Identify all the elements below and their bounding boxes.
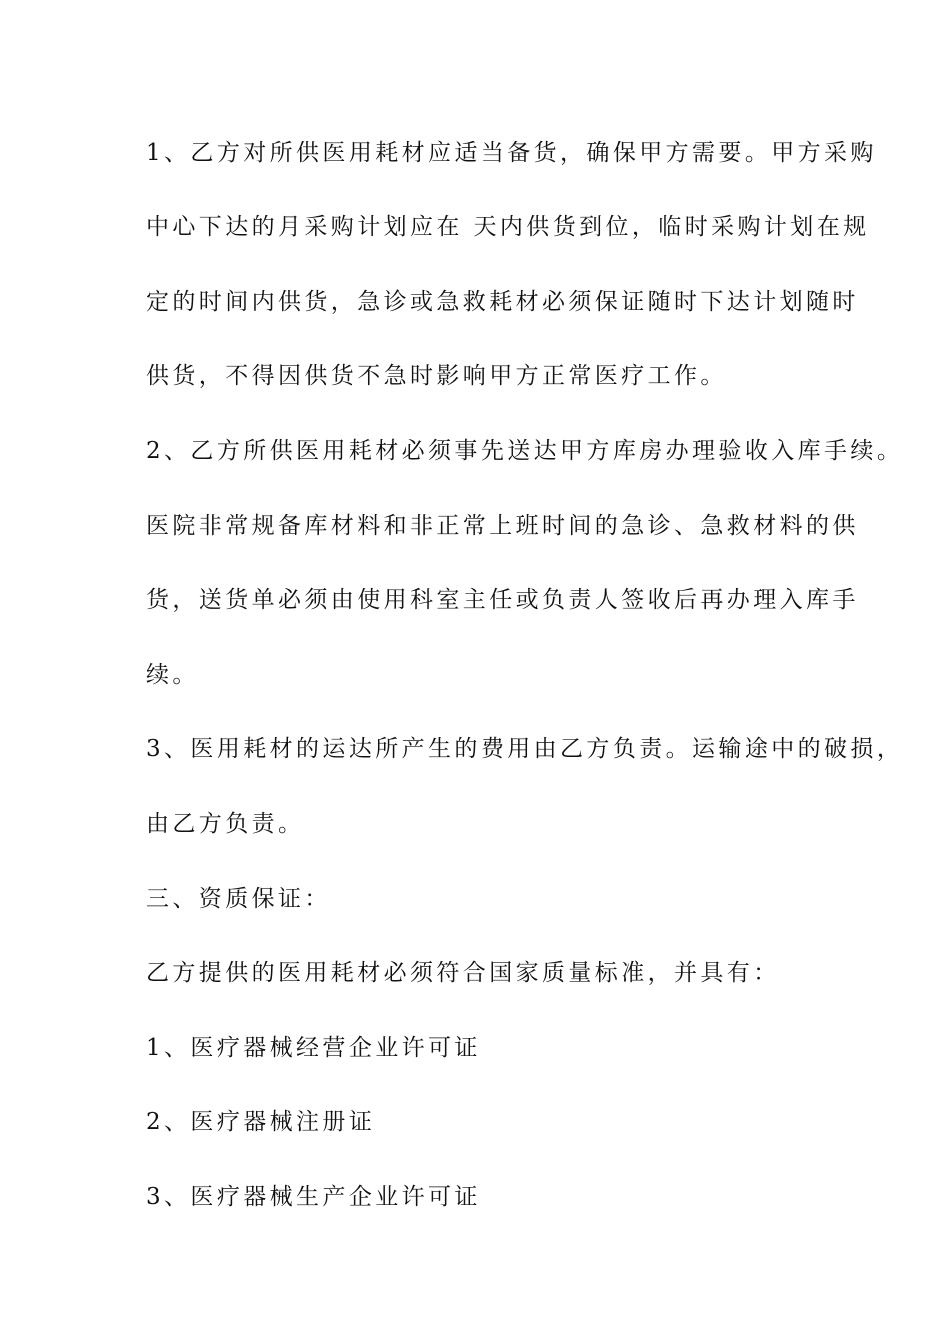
list-item: 3、医疗器械生产企业许可证 <box>146 1184 481 1210</box>
list-item: 1、医疗器械经营企业许可证 <box>146 1035 481 1061</box>
text-line: 3、医用耗材的运达所产生的费用由乙方负责。运输途中的破损， <box>146 736 904 762</box>
text-line: 乙方提供的医用耗材必须符合国家质量标准，并具有： <box>146 960 780 986</box>
section-heading: 三、资质保证： <box>146 886 331 912</box>
text-line: 2、乙方所供医用耗材必须事先送达甲方库房办理验收入库手续。 <box>146 438 904 464</box>
text-line: 货，送货单必须由使用科室主任或负责人签收后再办理入库手 <box>146 587 859 613</box>
text-line: 由乙方负责。 <box>146 811 305 837</box>
text-line: 中心下达的月采购计划应在 天内供货到位，临时采购计划在规 <box>146 214 870 240</box>
text-line: 医院非常规备库材料和非正常上班时间的急诊、急救材料的供 <box>146 513 859 539</box>
list-item: 2、医疗器械注册证 <box>146 1109 376 1135</box>
text-line: 续。 <box>146 662 199 688</box>
text-line: 供货，不得因供货不急时影响甲方正常医疗工作。 <box>146 363 727 389</box>
text-line: 1、乙方对所供医用耗材应适当备货，确保甲方需要。甲方采购 <box>146 140 877 166</box>
text-line: 定的时间内供货，急诊或急救耗材必须保证随时下达计划随时 <box>146 289 859 315</box>
